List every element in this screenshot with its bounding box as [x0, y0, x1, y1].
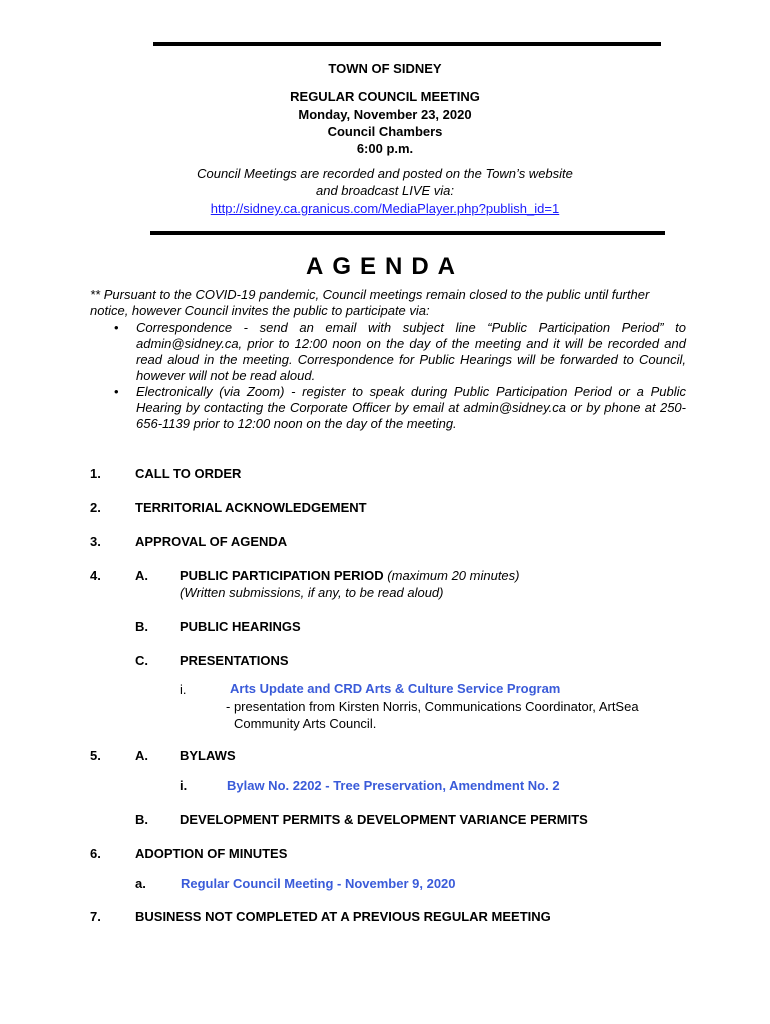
bottom-rule	[150, 231, 665, 235]
electronic-text: Electronically (via Zoom) - register to speak during Public Participation Period or a Public Hearing by contacting the Corporate Officer by email at admin@sidney.ca or by phone at 250-656-1139 prior to 12:00 noon on the day of the meeting.	[136, 384, 686, 431]
item-number: 6.	[90, 846, 101, 861]
written-submissions-note: (Written submissions, if any, to be read aloud)	[180, 585, 444, 600]
presentations: PRESENTATIONS	[180, 653, 289, 668]
granicus-link[interactable]: http://sidney.ca.granicus.com/MediaPlayer.php?publish_id=1	[210, 201, 560, 216]
agenda-title: AGENDA	[305, 253, 464, 280]
roman-numeral: i.	[180, 778, 188, 793]
sub-letter: C.	[135, 653, 148, 668]
sub-letter: B.	[135, 619, 148, 634]
call-to-order: CALL TO ORDER	[135, 466, 242, 481]
public-participation-heading	[180, 568, 520, 583]
meeting-time: 6:00 p.m.	[356, 141, 414, 156]
participation-list	[114, 320, 686, 432]
item-number: 3.	[90, 534, 101, 549]
presentation-desc: - presentation from Kirsten Norris, Communications Coordinator, ArtSea	[226, 699, 639, 714]
top-rule	[153, 42, 661, 46]
approval-of-agenda: APPROVAL OF AGENDA	[135, 534, 288, 549]
bylaw-2202-link[interactable]: Bylaw No. 2202 - Tree Preservation, Amendment No. 2	[227, 778, 560, 793]
recording-notice-line1: Council Meetings are recorded and posted on the Town’s website	[197, 166, 573, 181]
bylaws: BYLAWS	[180, 748, 236, 763]
meeting-date: Monday, November 23, 2020	[298, 107, 472, 122]
territorial-acknowledgement: TERRITORIAL ACKNOWLEDGEMENT	[135, 500, 367, 515]
list-item	[114, 384, 686, 432]
item-number: 5.	[90, 748, 101, 763]
sub-letter: a.	[135, 876, 146, 891]
sub-letter: B.	[135, 812, 148, 827]
presentation-desc-cont: Community Arts Council.	[234, 716, 377, 731]
bullet-icon: •	[114, 384, 119, 399]
sub-letter: A.	[135, 748, 148, 763]
development-permits: DEVELOPMENT PERMITS & DEVELOPMENT VARIANCE PERMITS	[180, 812, 588, 827]
duration-note: (maximum 20 minutes)	[387, 568, 520, 583]
recording-notice-line2: and broadcast LIVE via:	[315, 183, 455, 198]
roman-numeral: i.	[180, 682, 187, 697]
bullet-icon: •	[114, 320, 119, 335]
meeting-title: REGULAR COUNCIL MEETING	[290, 89, 480, 104]
correspondence-text: Correspondence - send an email with subject line “Public Participation Period” to admin@sidney.ca, prior to 12:00 noon on the day of the meeting and it will be recorded and read aloud in the meeting. Correspondence for Public Hearings will be forwarded to Council, however will not be read aloud.	[136, 320, 686, 383]
business-not-completed: BUSINESS NOT COMPLETED AT A PREVIOUS REGULAR MEETING	[135, 909, 551, 924]
minutes-nov-9-link[interactable]: Regular Council Meeting - November 9, 2020	[181, 876, 456, 891]
list-item	[114, 320, 686, 384]
item-number: 4.	[90, 568, 101, 583]
adoption-of-minutes: ADOPTION OF MINUTES	[135, 846, 288, 861]
public-hearings: PUBLIC HEARINGS	[180, 619, 301, 634]
sub-letter: A.	[135, 568, 148, 583]
item-number: 1.	[90, 466, 101, 481]
meeting-location: Council Chambers	[327, 124, 443, 139]
item-number: 2.	[90, 500, 101, 515]
arts-update-link[interactable]: Arts Update and CRD Arts & Culture Service Program	[230, 681, 561, 696]
item-number: 7.	[90, 909, 101, 924]
covid-notice: ** Pursuant to the COVID-19 pandemic, Council meetings remain closed to the public until further notice, however Council invites the public to participate via:	[90, 287, 650, 318]
public-participation-label: PUBLIC PARTICIPATION PERIOD	[180, 568, 384, 583]
org-name: TOWN OF SIDNEY	[328, 61, 442, 76]
